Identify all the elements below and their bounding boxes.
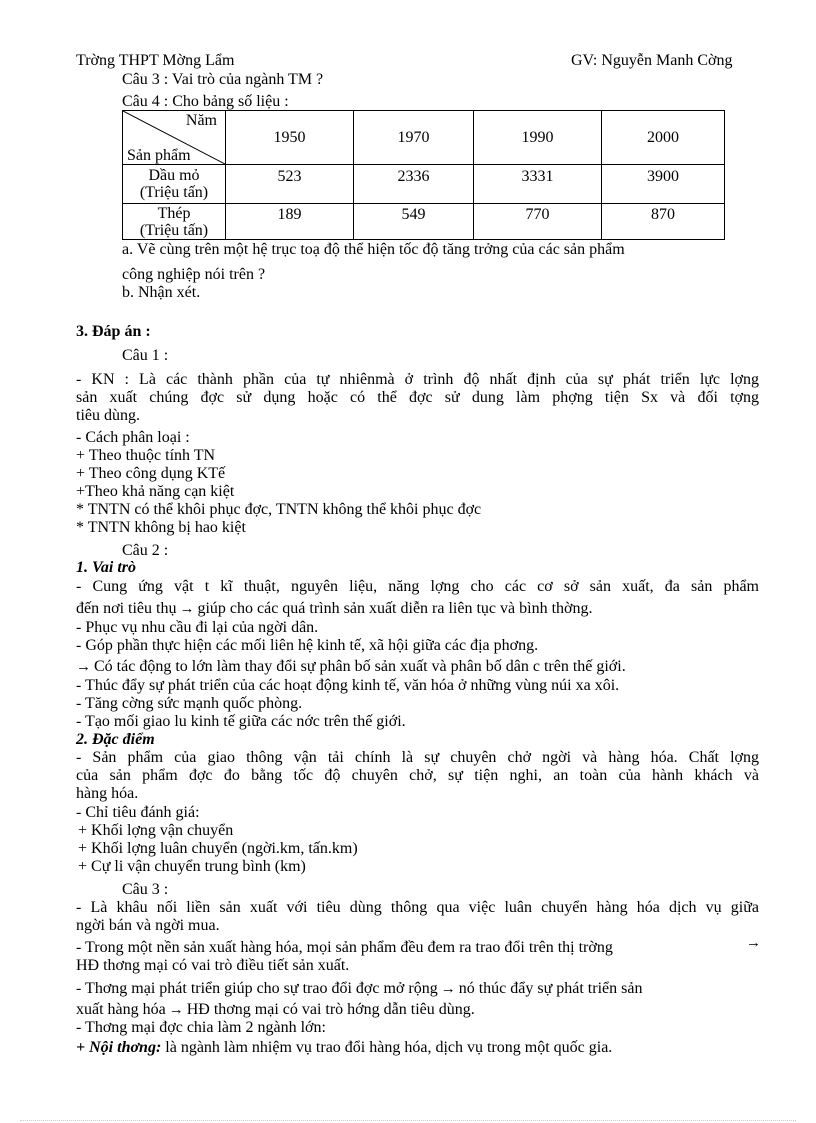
answer-3-line: ngời bán và ngời mua. <box>76 917 220 934</box>
arrow-right-icon: → <box>179 601 195 617</box>
value-cell: 870 <box>602 204 725 240</box>
answer-3-text: nó thúc đẩy sự phát triển sản <box>458 980 643 997</box>
year-cell: 1970 <box>354 111 474 165</box>
answer-3-text: xuất hàng hóa <box>76 1001 166 1018</box>
table-row <box>123 165 725 204</box>
product-name: Dầu mỏ <box>148 167 200 184</box>
product-unit: (Triệu tấn) <box>139 221 209 239</box>
answer-2-line: + Khối lợng luân chuyển (ngời.km, tấn.km) <box>78 840 358 857</box>
answer-1-line: + Theo thuộc tính TN <box>76 447 216 464</box>
value-cell: 523 <box>226 165 354 204</box>
answer-1-line: tiêu dùng. <box>76 407 140 424</box>
answer-3-line: - Trong một nền sản xuất hàng hóa, mọi sản phẩm đều đem ra trao đổi trên thị trờng <box>76 939 613 956</box>
arrow-right-icon: → <box>746 935 761 951</box>
answer-2-line: - Phục vụ nhu cầu đi lại của ngời dân. <box>76 619 319 636</box>
answer-1-line: * TNTN không bị hao kiệt <box>76 519 246 536</box>
value-cell: 770 <box>474 204 602 240</box>
answer-2-line: - Cung ứng vật t kĩ thuật, nguyên liệu, năng lợng cho các cơ sở sản xuất, đa sản phẩm <box>76 578 759 595</box>
answer-1-line: * TNTN có thể khôi phục đợc, TNTN không thể khôi phục đợc <box>76 501 482 518</box>
question-3: Câu 3 : Vai trò của ngành TM ? <box>122 71 324 88</box>
year-cell: 2000 <box>602 111 725 165</box>
answer-2-line: của sản phẩm đợc đo bằng tốc độ chuyên chở, sự tiện nghi, an toàn của hành khách và <box>76 767 759 784</box>
table-header-row <box>123 111 725 165</box>
answer-2-text: Có tác động to lớn làm thay đổi sự phân bố sản xuất và phân bố dân c trên thế giới. <box>94 658 626 675</box>
corner-product-label: Sản phẩm <box>127 147 191 164</box>
table-row <box>123 204 725 240</box>
answer-1-line: + Theo công dụng KTế <box>76 465 226 482</box>
data-table <box>122 110 725 240</box>
page-bottom-border <box>20 1120 796 1121</box>
answer-2-line: - Tăng cờng sức mạnh quốc phòng. <box>76 695 303 712</box>
answer-2-line: - Chỉ tiêu đánh giá: <box>76 804 200 821</box>
answer-2-line: - Tạo mối giao lu kinh tế giữa các nớc trên thế giới. <box>76 713 406 730</box>
answer-1-line: - KN : Là các thành phần của tự nhiênmà ở trình độ nhất định của sự phát triển lực lợng <box>76 371 759 388</box>
value-cell: 3900 <box>602 165 725 204</box>
arrow-right-icon <box>743 934 764 952</box>
question-4b: b. Nhận xét. <box>122 284 201 301</box>
question-4a-cont: công nghiệp nói trên ? <box>122 266 266 283</box>
product-cell <box>123 204 226 240</box>
value-cell: 2336 <box>354 165 474 204</box>
answer-2-line <box>76 600 592 618</box>
answer-3-line <box>76 1039 612 1057</box>
value-cell: 3331 <box>474 165 602 204</box>
header-school: Trờng THPT Mờng Lẩm <box>76 52 235 69</box>
product-unit: (Triệu tấn) <box>139 184 209 201</box>
product-name: Thép <box>157 204 191 222</box>
answer-1-line: - Cách phân loại : <box>76 429 190 446</box>
answer-1-title: Câu 1 : <box>122 347 169 364</box>
answer-1-line: +Theo khả năng cạn kiệt <box>76 483 235 500</box>
answer-2-text: đến nơi tiêu thụ <box>76 600 177 617</box>
answer-2-title: Câu 2 : <box>122 542 169 559</box>
question-4: Câu 4 : Cho bảng số liệu : <box>122 93 289 110</box>
answer-1-line: sản xuất chúng đợc sử dụng hoặc có thể đợc sử dung làm phợng tiện Sx và đối tợng <box>76 389 759 406</box>
answer-3-line <box>76 980 642 998</box>
answer-2-line: - Sản phẩm của giao thông vận tải chính là sự chuyên chở ngời và hàng hóa. Chất lợng <box>76 749 759 766</box>
answer-3-line: HĐ thơng mại có vai trò điều tiết sản xuất. <box>76 957 350 974</box>
answer-2-line: - Góp phần thực hiện các mối liên hệ kinh tế, xã hội giữa các địa phơng. <box>76 637 539 654</box>
answer-3-text: - Thơng mại phát triển giúp cho sự trao đổi đợc mở rộng <box>76 980 438 997</box>
corner-year-label: Năm <box>185 112 217 129</box>
value-cell: 189 <box>226 204 354 240</box>
year-cell: 1990 <box>474 111 602 165</box>
header-teacher: GV: Nguyễn Manh Cờng <box>571 52 733 69</box>
answer-3-title: Câu 3 : <box>122 881 169 898</box>
answer-3-text: là ngành làm nhiệm vụ trao đổi hàng hóa, dịch vụ trong một quốc gia. <box>161 1039 613 1056</box>
answer-3-line: - Là khâu nối liền sản xuất với tiêu dùng thông qua việc luân chuyển hàng hóa dịch vụ giữa <box>76 899 759 916</box>
value-cell: 549 <box>354 204 474 240</box>
answer-2-line: + Khối lợng vận chuyển <box>78 822 234 839</box>
table-corner-cell <box>123 111 226 165</box>
question-4a: a. Vẽ cùng trên một hệ trục toạ độ thể hiện tốc độ tăng trởng của các sản phẩm <box>122 241 625 258</box>
answer-2-text: giúp cho các quá trình sản xuất diễn ra liên tục và bình thờng. <box>197 600 593 617</box>
answer-2-line: hàng hóa. <box>76 785 139 802</box>
answer-2-heading-role: 1. Vai trò <box>76 559 137 576</box>
answer-3-line: - Thơng mại đợc chia làm 2 ngành lớn: <box>76 1019 326 1036</box>
answer-2-line <box>76 658 626 676</box>
answer-2-line: + Cự li vận chuyển trung bình (km) <box>78 858 306 875</box>
arrow-right-icon: → <box>168 1002 184 1018</box>
arrow-right-icon: → <box>76 659 91 675</box>
arrow-right-icon: → <box>440 981 456 997</box>
year-cell: 1950 <box>226 111 354 165</box>
domestic-trade-term: + Nội thơng: <box>76 1039 162 1056</box>
answer-3-line <box>76 1001 475 1019</box>
answers-heading: 3. Đáp án : <box>76 323 151 340</box>
answer-2-line: - Thúc đẩy sự phát triển của các hoạt động kinh tế, văn hóa ở những vùng núi xa xôi. <box>76 677 620 694</box>
answer-3-text: HĐ thơng mại có vai trò hớng dẫn tiêu dùng. <box>186 1001 475 1018</box>
answer-2-heading-features: 2. Đặc điểm <box>76 731 155 748</box>
product-cell <box>123 165 226 204</box>
